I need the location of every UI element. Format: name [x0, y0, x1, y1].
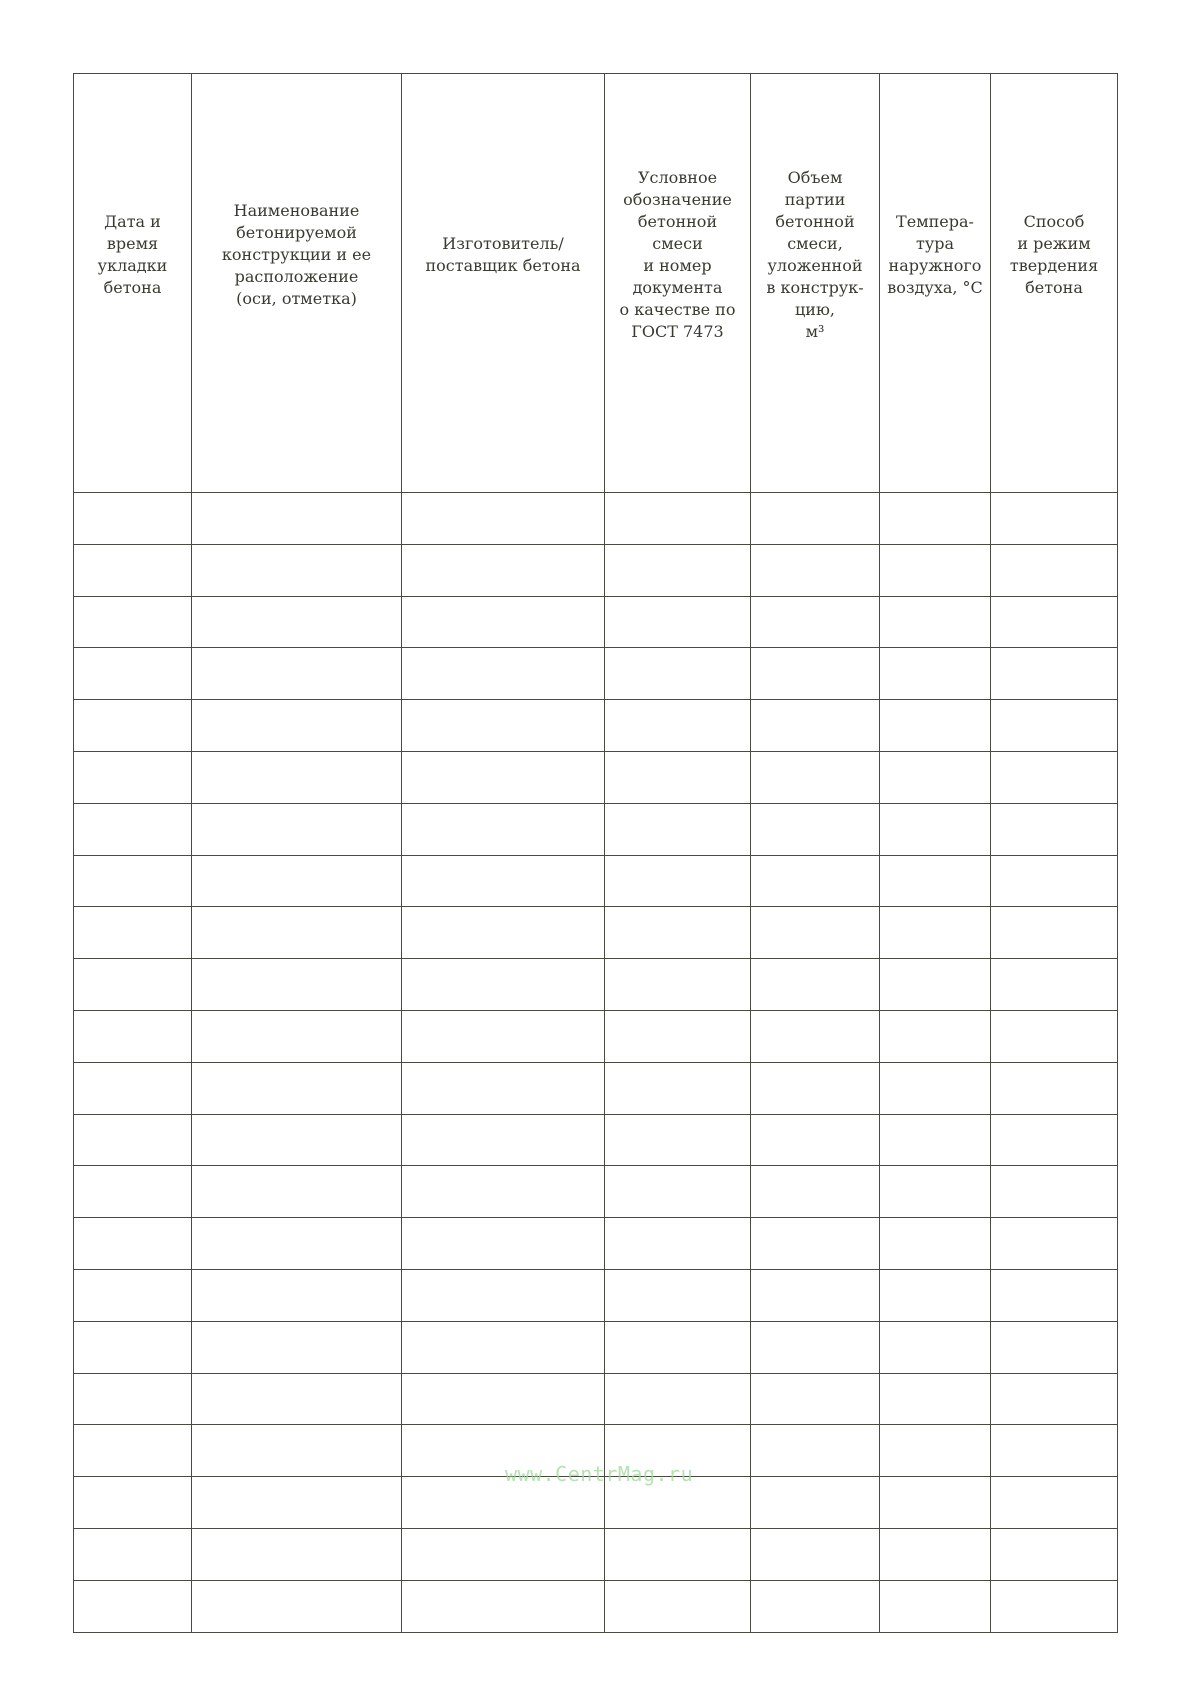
table-cell[interactable]	[192, 1528, 402, 1580]
table-cell[interactable]	[880, 648, 991, 700]
table-cell[interactable]	[605, 493, 751, 545]
col-header-batch-volume: Объем партии бетонной смеси, уложенной в конструк- цию, м³	[751, 74, 880, 493]
table-cell[interactable]	[74, 493, 192, 545]
table-row	[74, 1218, 1118, 1270]
header-row	[74, 74, 1118, 493]
table-cell[interactable]	[880, 907, 991, 959]
table-cell[interactable]	[402, 803, 605, 855]
table-cell[interactable]	[751, 493, 880, 545]
col-header-date-time: Дата и время укладки бетона	[74, 74, 192, 493]
table-cell[interactable]	[74, 648, 192, 700]
table-cell[interactable]	[751, 907, 880, 959]
table-cell[interactable]	[192, 700, 402, 752]
col-header-manufacturer: Изготовитель/ поставщик бетона	[402, 74, 605, 493]
table-cell[interactable]	[192, 1477, 402, 1529]
table-cell[interactable]	[751, 648, 880, 700]
table-cell[interactable]	[751, 1477, 880, 1529]
col-header-air-temperature: Темпера- тура наружного воздуха, °С	[880, 74, 991, 493]
table-cell[interactable]	[605, 1218, 751, 1270]
table-cell[interactable]	[74, 959, 192, 1011]
table-cell[interactable]	[74, 1321, 192, 1373]
table-cell[interactable]	[751, 855, 880, 907]
table-cell[interactable]	[192, 1373, 402, 1425]
table-row	[74, 1062, 1118, 1114]
table-cell[interactable]	[991, 1010, 1118, 1062]
table-cell[interactable]	[751, 751, 880, 803]
table-cell[interactable]	[402, 1010, 605, 1062]
table-cell[interactable]	[605, 1062, 751, 1114]
table-cell[interactable]	[991, 1321, 1118, 1373]
table-cell[interactable]	[402, 648, 605, 700]
table-cell[interactable]	[751, 1528, 880, 1580]
table-cell[interactable]	[74, 1425, 192, 1477]
table-cell[interactable]	[751, 1166, 880, 1218]
table-cell[interactable]	[605, 907, 751, 959]
table-row	[74, 1269, 1118, 1321]
table-cell[interactable]	[605, 959, 751, 1011]
table-cell[interactable]	[402, 1114, 605, 1166]
table-cell[interactable]	[402, 1528, 605, 1580]
table-cell[interactable]	[991, 751, 1118, 803]
table-cell[interactable]	[880, 1166, 991, 1218]
table-cell[interactable]	[192, 1114, 402, 1166]
table-cell[interactable]	[74, 1114, 192, 1166]
table-cell[interactable]	[192, 544, 402, 596]
table-cell[interactable]	[605, 1528, 751, 1580]
table-cell[interactable]	[991, 1269, 1118, 1321]
table-cell[interactable]	[991, 803, 1118, 855]
table-cell[interactable]	[74, 803, 192, 855]
table-row	[74, 648, 1118, 700]
table-cell[interactable]	[880, 1477, 991, 1529]
table-row	[74, 803, 1118, 855]
table-cell[interactable]	[880, 803, 991, 855]
table-cell[interactable]	[991, 1580, 1118, 1632]
table-cell[interactable]	[605, 1166, 751, 1218]
table-row	[74, 700, 1118, 752]
table-cell[interactable]	[991, 1062, 1118, 1114]
table-cell[interactable]	[74, 1062, 192, 1114]
table-cell[interactable]	[880, 1425, 991, 1477]
table-cell[interactable]	[880, 1218, 991, 1270]
table-cell[interactable]	[192, 751, 402, 803]
col-header-curing-method: Способ и режим твердения бетона	[991, 74, 1118, 493]
table-cell[interactable]	[991, 1373, 1118, 1425]
table-cell[interactable]	[192, 1062, 402, 1114]
col-header-structure-name: Наименование бетонируемой конструкции и ее расположение (оси, отметка)	[192, 74, 402, 493]
table-cell[interactable]	[751, 1218, 880, 1270]
table-cell[interactable]	[402, 1166, 605, 1218]
table-row	[74, 493, 1118, 545]
table-cell[interactable]	[74, 596, 192, 648]
table-cell[interactable]	[751, 1373, 880, 1425]
table-row	[74, 544, 1118, 596]
table-cell[interactable]	[192, 648, 402, 700]
table-cell[interactable]	[605, 1580, 751, 1632]
table-cell[interactable]	[192, 1010, 402, 1062]
table-cell[interactable]	[192, 1269, 402, 1321]
table-cell[interactable]	[74, 1528, 192, 1580]
table-cell[interactable]	[402, 544, 605, 596]
table-cell[interactable]	[402, 1062, 605, 1114]
table-cell[interactable]	[751, 1425, 880, 1477]
table-cell[interactable]	[880, 1373, 991, 1425]
table-cell[interactable]	[605, 700, 751, 752]
table-cell[interactable]	[402, 1373, 605, 1425]
table-cell[interactable]	[880, 1321, 991, 1373]
table-row	[74, 1010, 1118, 1062]
table-cell[interactable]	[74, 1580, 192, 1632]
table-cell[interactable]	[880, 1269, 991, 1321]
table-cell[interactable]	[880, 959, 991, 1011]
table-cell[interactable]	[192, 1425, 402, 1477]
table-cell[interactable]	[751, 700, 880, 752]
table-cell[interactable]	[192, 1218, 402, 1270]
table-cell[interactable]	[991, 544, 1118, 596]
col-header-mix-designation: Условное обозначение бетонной смеси и номер документа о качестве по ГОСТ 7473	[605, 74, 751, 493]
table-cell[interactable]	[991, 1528, 1118, 1580]
table-cell[interactable]	[192, 959, 402, 1011]
table-cell[interactable]	[402, 1580, 605, 1632]
table-cell[interactable]	[751, 1062, 880, 1114]
table-row	[74, 1114, 1118, 1166]
table-cell[interactable]	[402, 907, 605, 959]
table-cell[interactable]	[402, 1218, 605, 1270]
table-cell[interactable]	[880, 544, 991, 596]
table-cell[interactable]	[74, 751, 192, 803]
table-cell[interactable]	[605, 1269, 751, 1321]
table-cell[interactable]	[751, 544, 880, 596]
table-cell[interactable]	[402, 700, 605, 752]
table-cell[interactable]	[991, 959, 1118, 1011]
table-cell[interactable]	[605, 1010, 751, 1062]
table-cell[interactable]	[880, 751, 991, 803]
table-cell[interactable]	[605, 544, 751, 596]
table-row	[74, 855, 1118, 907]
table-cell[interactable]	[751, 959, 880, 1011]
table-cell[interactable]	[192, 596, 402, 648]
table-cell[interactable]	[402, 751, 605, 803]
table-cell[interactable]	[402, 959, 605, 1011]
table-cell[interactable]	[74, 1373, 192, 1425]
table-cell[interactable]	[74, 907, 192, 959]
table-row	[74, 907, 1118, 959]
table-cell[interactable]	[880, 855, 991, 907]
table-cell[interactable]	[991, 1166, 1118, 1218]
table-cell[interactable]	[991, 855, 1118, 907]
table-cell[interactable]	[192, 1321, 402, 1373]
table-cell[interactable]	[402, 493, 605, 545]
table-cell[interactable]	[991, 648, 1118, 700]
table-row	[74, 1373, 1118, 1425]
table-cell[interactable]	[605, 1114, 751, 1166]
table-cell[interactable]	[74, 1166, 192, 1218]
table-cell[interactable]	[402, 855, 605, 907]
table-cell[interactable]	[751, 1580, 880, 1632]
table-cell[interactable]	[192, 493, 402, 545]
table-cell[interactable]	[751, 596, 880, 648]
table-cell[interactable]	[192, 1166, 402, 1218]
table-cell[interactable]	[74, 700, 192, 752]
table-cell[interactable]	[605, 1373, 751, 1425]
table-cell[interactable]	[74, 1010, 192, 1062]
table-cell[interactable]	[880, 1528, 991, 1580]
table-row	[74, 1166, 1118, 1218]
table-cell[interactable]	[192, 855, 402, 907]
table-row	[74, 1580, 1118, 1632]
table-cell[interactable]	[74, 1269, 192, 1321]
table-row	[74, 1528, 1118, 1580]
table-cell[interactable]	[880, 1010, 991, 1062]
table-cell[interactable]	[605, 855, 751, 907]
table-cell[interactable]	[605, 751, 751, 803]
table-cell[interactable]	[751, 1321, 880, 1373]
table-cell[interactable]	[991, 1477, 1118, 1529]
table-cell[interactable]	[74, 544, 192, 596]
table-cell[interactable]	[605, 803, 751, 855]
table-cell[interactable]	[402, 1269, 605, 1321]
table-cell[interactable]	[751, 803, 880, 855]
table-row	[74, 751, 1118, 803]
table-cell[interactable]	[751, 1114, 880, 1166]
table-cell[interactable]	[605, 648, 751, 700]
table-row	[74, 596, 1118, 648]
table-cell[interactable]	[192, 1580, 402, 1632]
table-cell[interactable]	[605, 596, 751, 648]
table-cell[interactable]	[192, 803, 402, 855]
table-cell[interactable]	[192, 907, 402, 959]
table-cell[interactable]	[74, 1477, 192, 1529]
watermark-text: www.CentrMag.ru	[505, 1462, 694, 1486]
concrete-work-log-table	[73, 73, 1118, 1633]
table-cell[interactable]	[991, 1425, 1118, 1477]
table-cell[interactable]	[991, 1218, 1118, 1270]
table-cell[interactable]	[880, 596, 991, 648]
table-cell[interactable]	[402, 1321, 605, 1373]
table-row	[74, 1321, 1118, 1373]
table-cell[interactable]	[880, 1580, 991, 1632]
table-cell[interactable]	[991, 596, 1118, 648]
table-cell[interactable]	[751, 1010, 880, 1062]
table-row	[74, 959, 1118, 1011]
table-cell[interactable]	[991, 700, 1118, 752]
table-cell[interactable]	[991, 493, 1118, 545]
table-cell[interactable]	[880, 700, 991, 752]
table-cell[interactable]	[880, 1114, 991, 1166]
table-cell[interactable]	[880, 1062, 991, 1114]
table-cell[interactable]	[991, 907, 1118, 959]
table-cell[interactable]	[74, 855, 192, 907]
table-cell[interactable]	[751, 1269, 880, 1321]
table-cell[interactable]	[880, 493, 991, 545]
table-cell[interactable]	[402, 596, 605, 648]
table-cell[interactable]	[605, 1321, 751, 1373]
table-cell[interactable]	[74, 1218, 192, 1270]
table-cell[interactable]	[991, 1114, 1118, 1166]
